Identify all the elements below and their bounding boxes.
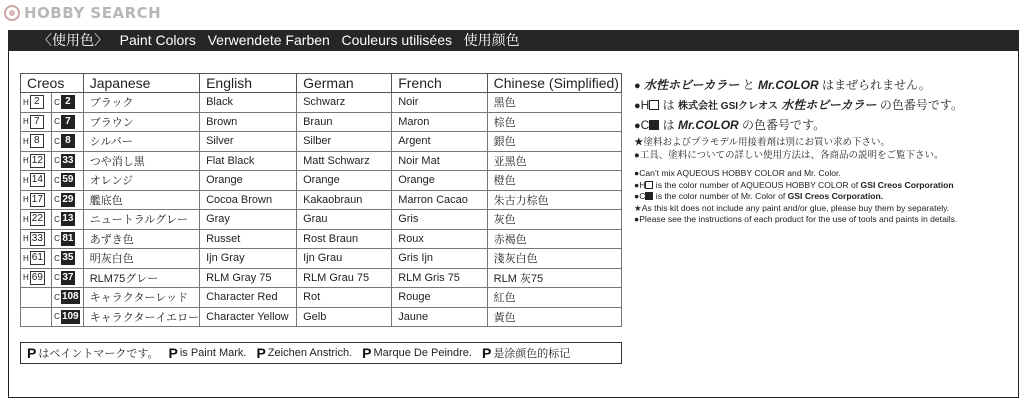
color-name-english: Character Red xyxy=(200,288,297,308)
color-name-french: Roux xyxy=(392,229,487,249)
note-en-line5: ●Please see the instructions of each product for the use of tools and paints in details. xyxy=(634,214,958,224)
mr-color-number: 2 xyxy=(61,95,75,109)
color-name-french: Argent xyxy=(392,132,487,152)
legend-en: is Paint Mark. xyxy=(179,347,247,359)
column-header-japanese: Japanese xyxy=(83,74,199,93)
color-name-german: Ijn Grau xyxy=(297,249,392,269)
hobby-color-number: 14 xyxy=(31,174,43,186)
hobby-color-cell xyxy=(21,151,52,171)
c-prefix: C xyxy=(54,292,60,302)
color-name-french: Maron xyxy=(392,112,487,132)
hobby-color-cell xyxy=(21,249,52,269)
note-text: は xyxy=(662,98,675,112)
c-box-icon xyxy=(649,120,659,130)
color-name-german: Grau xyxy=(297,210,392,230)
c-prefix: C xyxy=(54,234,60,244)
paint-mark-icon: P xyxy=(27,345,37,361)
mr-color-number: 81 xyxy=(62,232,74,244)
mr-color-cell xyxy=(52,229,84,249)
h-prefix: H xyxy=(23,214,29,224)
table-header-row xyxy=(21,74,622,93)
c-box-icon xyxy=(645,192,653,200)
color-name-french: Noir xyxy=(392,93,487,113)
hobby-color-number: 33 xyxy=(31,232,43,244)
hobby-color-number: 8 xyxy=(30,134,44,148)
h-prefix: H xyxy=(23,234,29,244)
c-prefix: C xyxy=(54,156,60,166)
color-name-french: Orange xyxy=(392,171,487,191)
color-name-english: Ijn Gray xyxy=(200,249,297,269)
hobby-color-cell xyxy=(21,93,52,113)
color-name-japanese: ニュートラルグレー xyxy=(83,210,199,230)
brand-mr-color: Mr.COLOR xyxy=(678,118,739,132)
mr-color-cell xyxy=(52,132,84,152)
h-prefix: H xyxy=(23,273,29,283)
color-name-chinese: 黃色 xyxy=(487,307,621,327)
note-text: ●H xyxy=(634,179,646,190)
color-name-german: Gelb xyxy=(297,307,392,327)
color-name-french: Gris Ijn xyxy=(392,249,487,269)
h-box-icon xyxy=(649,100,659,110)
paint-mark-icon: P xyxy=(362,345,372,361)
table-row xyxy=(21,288,622,308)
color-name-english: Gray xyxy=(200,210,297,230)
brand-aqueous: 水性ホビーカラー xyxy=(781,98,877,112)
corp-name: 株式会社 GSIクレオス xyxy=(678,101,778,112)
c-prefix: C xyxy=(54,97,60,107)
paint-mark-icon: P xyxy=(168,345,178,361)
mr-color-cell xyxy=(52,151,84,171)
table-row xyxy=(21,171,622,191)
note-text: の色番号です。 xyxy=(879,98,963,112)
mr-color-number: 35 xyxy=(62,252,74,264)
note-jp-line1 xyxy=(634,76,1014,96)
color-name-english: Silver xyxy=(200,132,297,152)
note-en-line1: ●Can't mix AQUEOUS HOBBY COLOR and Mr. Color. xyxy=(634,168,841,178)
hobby-color-number: 2 xyxy=(30,95,44,109)
hobby-color-cell xyxy=(21,112,52,132)
c-prefix: C xyxy=(54,117,60,127)
watermark-logo-icon xyxy=(4,5,20,21)
notes-english xyxy=(634,168,1014,226)
column-header-chinese: Chinese (Simplified) xyxy=(487,74,621,93)
table-row xyxy=(21,268,622,288)
bullet-icon: ● xyxy=(634,120,641,132)
color-name-french: Gris xyxy=(392,210,487,230)
bullet-icon: ● xyxy=(634,80,641,92)
table-row xyxy=(21,190,622,210)
note-text: の色番号です。 xyxy=(742,118,826,132)
color-name-japanese: ブラウン xyxy=(83,112,199,132)
color-name-japanese: つや消し黒 xyxy=(83,151,199,171)
color-name-french: Marron Cacao xyxy=(392,190,487,210)
color-name-japanese: シルバー xyxy=(83,132,199,152)
h-prefix: H xyxy=(23,97,29,107)
corp-name: GSI Creos Corporation. xyxy=(787,191,884,201)
mr-color-cell xyxy=(52,288,84,308)
header-title-en: Paint Colors xyxy=(119,32,196,48)
note-text: is the color number of AQUEOUS HOBBY COLOR of xyxy=(655,179,859,190)
column-header-english: English xyxy=(200,74,297,93)
h-prefix: H xyxy=(23,175,29,185)
note-text: ●C xyxy=(634,191,646,201)
mr-color-cell xyxy=(52,112,84,132)
table-row xyxy=(21,151,622,171)
watermark-text: HOBBY SEARCH xyxy=(24,4,162,22)
hobby-color-cell xyxy=(21,229,52,249)
mr-color-number: 33 xyxy=(62,154,74,166)
color-name-chinese: 灰色 xyxy=(487,210,621,230)
mr-color-number: 109 xyxy=(61,310,79,322)
color-name-english: Russet xyxy=(200,229,297,249)
color-name-japanese: キャラクターレッド xyxy=(83,288,199,308)
h-prefix: H xyxy=(23,195,29,205)
note-text: は xyxy=(662,118,675,132)
note-text: と xyxy=(742,78,755,92)
color-name-english: Black xyxy=(200,93,297,113)
watermark xyxy=(4,4,161,22)
hobby-color-cell xyxy=(21,307,52,327)
note-text: C xyxy=(640,118,650,132)
column-header-german: German xyxy=(297,74,392,93)
paint-mark-icon: P xyxy=(481,345,492,361)
hobby-color-cell xyxy=(21,288,52,308)
column-header-creos: Creos xyxy=(21,74,84,93)
color-name-german: Rot xyxy=(297,288,392,308)
color-name-french: RLM Gris 75 xyxy=(392,268,487,288)
note-text: H xyxy=(640,98,650,112)
brand-aqueous: 水性ホビーカラー xyxy=(644,78,740,92)
mr-color-cell xyxy=(52,249,84,269)
color-name-german: Braun xyxy=(297,112,392,132)
table-row xyxy=(21,112,622,132)
color-name-chinese: 淺灰白色 xyxy=(487,249,621,269)
c-prefix: C xyxy=(54,273,60,283)
color-name-french: Rouge xyxy=(392,288,487,308)
table-row xyxy=(21,93,622,113)
color-name-english: RLM Gray 75 xyxy=(200,268,297,288)
color-name-chinese: 棕色 xyxy=(487,112,621,132)
table-row xyxy=(21,210,622,230)
color-name-french: Jaune xyxy=(392,307,487,327)
color-name-german: Silber xyxy=(297,132,392,152)
mr-color-number: 108 xyxy=(61,291,79,303)
color-name-german: Kakaobraun xyxy=(297,190,392,210)
c-prefix: C xyxy=(54,312,60,322)
color-name-japanese: RLM75グレー xyxy=(83,268,199,288)
brand-mr-color: Mr.COLOR xyxy=(757,78,819,92)
note-jp-line5: ●工具、塗料についての詳しい使用方法は、各商品の説明をご覧下さい。 xyxy=(634,150,944,161)
color-name-english: Flat Black xyxy=(200,151,297,171)
color-name-japanese: 艦底色 xyxy=(83,190,199,210)
color-name-english: Cocoa Brown xyxy=(200,190,297,210)
corp-name: GSI Creos Corporation xyxy=(860,179,954,190)
h-prefix: H xyxy=(23,253,29,263)
note-text: はまぜられません。 xyxy=(822,78,931,92)
color-name-chinese: RLM 灰75 xyxy=(487,268,621,288)
legend-cn: 是涂颜色的标记 xyxy=(493,348,571,360)
c-prefix: C xyxy=(54,175,60,185)
hobby-color-number: 69 xyxy=(31,271,43,283)
note-en-line3 xyxy=(634,191,1014,203)
color-name-french: Noir Mat xyxy=(392,151,487,171)
color-name-german: Rost Braun xyxy=(297,229,392,249)
c-prefix: C xyxy=(54,253,60,263)
table-row xyxy=(21,229,622,249)
header-title-jp: 〈使用色〉 xyxy=(38,32,108,48)
mr-color-number: 29 xyxy=(62,193,74,205)
mr-color-number: 8 xyxy=(61,134,75,148)
color-name-chinese: 朱古力棕色 xyxy=(487,190,621,210)
color-name-german: Schwarz xyxy=(297,93,392,113)
mr-color-number: 7 xyxy=(61,115,75,129)
note-jp-line2 xyxy=(634,96,1014,116)
column-header-french: French xyxy=(392,74,487,93)
color-name-english: Orange xyxy=(200,171,297,191)
paint-mark-legend xyxy=(20,342,622,364)
paint-color-table xyxy=(20,73,622,327)
header-title-cn: 使用颜色 xyxy=(463,32,520,48)
color-name-german: Matt Schwarz xyxy=(297,151,392,171)
mr-color-cell xyxy=(52,307,84,327)
color-name-german: RLM Grau 75 xyxy=(297,268,392,288)
color-name-japanese: オレンジ xyxy=(83,171,199,191)
paint-colors-header xyxy=(8,30,1019,51)
hobby-color-cell xyxy=(21,268,52,288)
paint-mark-icon: P xyxy=(256,345,266,361)
mr-color-number: 13 xyxy=(62,213,74,225)
hobby-color-number: 12 xyxy=(31,154,43,166)
h-prefix: H xyxy=(23,136,29,146)
color-name-english: Brown xyxy=(200,112,297,132)
mr-color-cell xyxy=(52,171,84,191)
mr-color-cell xyxy=(52,210,84,230)
color-name-chinese: 紅色 xyxy=(487,288,621,308)
h-prefix: H xyxy=(23,156,29,166)
h-box-icon xyxy=(645,181,653,189)
color-name-german: Orange xyxy=(297,171,392,191)
color-name-japanese: 明灰白色 xyxy=(83,249,199,269)
color-name-chinese: 亚黑色 xyxy=(487,151,621,171)
note-text: is the color number of Mr. Color of xyxy=(655,191,786,201)
note-jp-line3 xyxy=(634,116,1014,136)
color-name-chinese: 銀色 xyxy=(487,132,621,152)
hobby-color-cell xyxy=(21,210,52,230)
table-row xyxy=(21,132,622,152)
legend-fr: Marque De Peindre. xyxy=(373,347,472,359)
mr-color-number: 59 xyxy=(62,174,74,186)
hobby-color-number: 7 xyxy=(30,115,44,129)
hobby-color-number: 61 xyxy=(31,252,43,264)
color-name-japanese: キャラクターイエロー xyxy=(83,307,199,327)
hobby-color-number: 17 xyxy=(31,193,43,205)
note-jp-line4: ★塗料およびプラモデル用接着剤は別にお買い求め下さい。 xyxy=(634,137,891,148)
header-title-de: Verwendete Farben xyxy=(207,32,330,48)
hobby-color-number: 22 xyxy=(31,213,43,225)
note-en-line4: ★As this kit does not include any paint and/or glue, please buy them by separately. xyxy=(634,202,950,213)
color-name-chinese: 黑色 xyxy=(487,93,621,113)
c-prefix: C xyxy=(54,136,60,146)
hobby-color-cell xyxy=(21,171,52,191)
c-prefix: C xyxy=(54,214,60,224)
hobby-color-cell xyxy=(21,190,52,210)
table-row xyxy=(21,249,622,269)
legend-de: Zeichen Anstrich. xyxy=(267,347,353,359)
mr-color-number: 37 xyxy=(62,271,74,283)
color-name-chinese: 赤褐色 xyxy=(487,229,621,249)
mr-color-cell xyxy=(52,190,84,210)
notes-japanese xyxy=(634,76,1014,162)
hobby-color-cell xyxy=(21,132,52,152)
bullet-icon: ● xyxy=(634,100,641,112)
color-name-japanese: ブラック xyxy=(83,93,199,113)
mr-color-cell xyxy=(52,93,84,113)
color-name-english: Character Yellow xyxy=(200,307,297,327)
note-en-line2 xyxy=(634,180,1014,192)
color-name-japanese: あずき色 xyxy=(83,229,199,249)
table-row xyxy=(21,307,622,327)
mr-color-cell xyxy=(52,268,84,288)
c-prefix: C xyxy=(54,195,60,205)
h-prefix: H xyxy=(23,117,29,127)
color-name-chinese: 橙色 xyxy=(487,171,621,191)
header-title-fr: Couleurs utilisées xyxy=(341,32,452,48)
legend-jp: はペイントマークです。 xyxy=(38,348,159,360)
